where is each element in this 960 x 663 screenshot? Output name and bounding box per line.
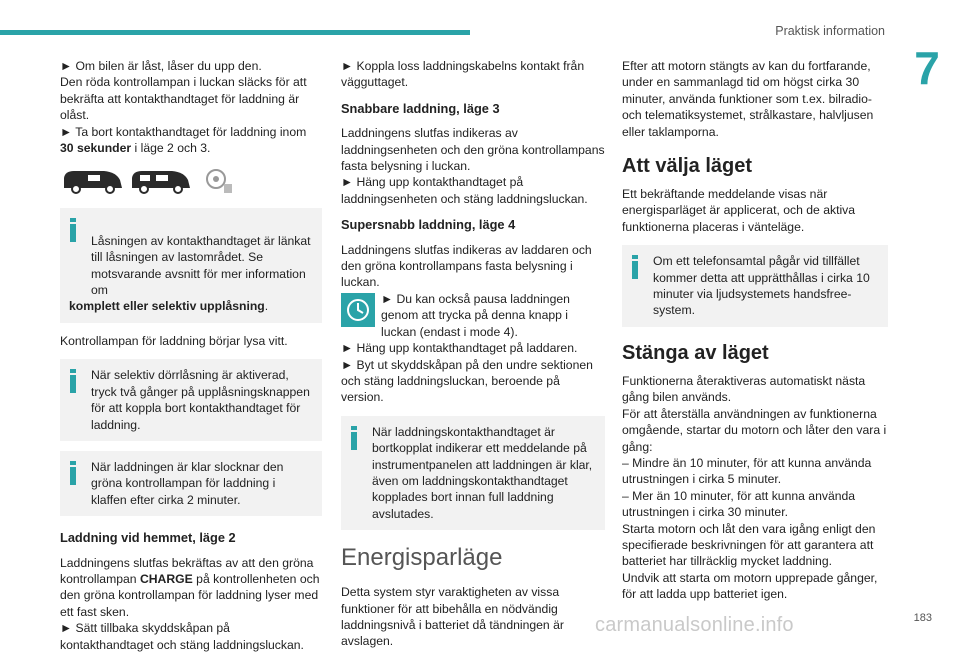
- column-3: [622, 58, 888, 613]
- info-note: När laddningen är klar slocknar den gröna kontrollampan för laddning i klaffen efter cirka 2 minuter.: [60, 451, 322, 516]
- paragraph: ► Byt ut skyddskåpan på den undre sektionen och stäng laddningsluckan, beroende på version.: [341, 357, 593, 405]
- section-heading: Supersnabb laddning, läge 4: [341, 217, 516, 233]
- pause-charge-icon: [341, 293, 375, 327]
- section-heading: Stänga av läget: [622, 341, 769, 364]
- paragraph: Laddningens slutfas indikeras av laddningsenheten och den gröna kontrollampans fasta belysning i luckan.: [341, 126, 605, 174]
- info-icon: [69, 369, 77, 393]
- paragraph: ► Häng upp kontakthandtaget på laddningsenheten och stäng laddningsluckan.: [341, 175, 588, 206]
- watermark: carmanualsonline.info: [595, 614, 794, 636]
- paragraph: Laddningens slutfas bekräftas av att den gröna kontrollampan CHARGE på kontrollenheten och den gröna kontrollampan för laddning lyser med ett fast sken.: [60, 555, 320, 619]
- section-heading: Att välja läget: [622, 155, 753, 178]
- paragraph: Starta motorn och låt den vara igång enligt den specifierade beskrivningen för att garantera att batteriet har tillräcklig mycket laddning.: [622, 521, 876, 569]
- chapter-number: 7: [914, 42, 940, 94]
- paragraph: ► Du kan också pausa laddningen genom att trycka på denna knapp i luckan (endast i mode 4).: [341, 291, 605, 340]
- paragraph: Laddningens slutfas indikeras av laddaren och den gröna kontrollampans fasta belysning i luckan.: [341, 242, 592, 290]
- paragraph: Ett bekräftande meddelande visas när energisparläget är applicerat, och de aktiva funktionerna placeras i vänteläge.: [622, 187, 856, 234]
- paragraph: För att återställa användningen av funktionerna omgående, startar du motorn och låter den vara i gång:: [622, 406, 887, 454]
- info-icon: [69, 218, 77, 242]
- paragraph: ► Om bilen är låst, låser du upp den.: [60, 59, 262, 73]
- paragraph: Den röda kontrollampan i luckan släcks för att bekräfta att kontakthandtaget för laddning är olåst.: [60, 75, 307, 123]
- paragraph: ► Ta bort kontakthandtaget för laddning inom 30 sekunder i läge 2 och 3.: [60, 124, 307, 156]
- info-note: Om ett telefonsamtal pågår vid tillfället kommer detta att upprätthållas i cirka 10 minuter via ljudsystemets handsfree-system.: [622, 245, 888, 327]
- section-title: Praktisk information: [775, 24, 885, 38]
- column-1: [60, 58, 322, 663]
- section-heading: Energisparläge: [341, 544, 503, 572]
- info-icon: [69, 461, 77, 485]
- section-heading: Laddning vid hemmet, läge 2: [60, 530, 236, 546]
- info-icon: [631, 255, 639, 279]
- van-icon: [60, 166, 240, 196]
- info-note: Låsningen av kontakthandtaget är länkat till låsningen av lastområdet. Se motsvarande avsnitt för mer information om komplett eller selektiv upplåsning.: [60, 208, 322, 322]
- paragraph: Undvik att starta om motorn upprepade gånger, för att ladda upp batteriet igen.: [622, 570, 878, 602]
- paragraph: – Mer än 10 minuter, för att kunna använda utrustningen i cirka 30 minuter.: [622, 488, 856, 520]
- header-accent-bar: [0, 30, 470, 35]
- info-note: När selektiv dörrlåsning är aktiverad, tryck två gånger på upplåsningsknappen för att koppla bort kontakthandtaget för laddning.: [60, 359, 322, 441]
- section-heading: Snabbare laddning, läge 3: [341, 100, 500, 116]
- paragraph: Detta system styr varaktigheten av vissa funktioner för att bibehålla en nödvändig laddningsnivå i batteriet då tändningen är avslagen.: [341, 585, 564, 649]
- paragraph: ► Sätt tillbaka skyddskåpan på kontakthandtaget och stäng laddningsluckan.: [60, 621, 304, 652]
- vehicle-icons: [60, 166, 322, 196]
- paragraph: Funktionerna återaktiveras automatiskt nästa gång bilen används.: [622, 373, 866, 405]
- paragraph: ► Koppla loss laddningskabelns kontakt från vägguttaget.: [341, 59, 585, 90]
- info-note: När laddningskontakthandtaget är bortkopplat indikerar ett meddelande på instrumentpanelen att laddningen är klar, även om laddningskontakthandtaget kopplades bort innan full laddning avslutades.: [341, 416, 605, 530]
- paragraph: ► Häng upp kontakthandtaget på laddaren.: [341, 341, 578, 356]
- paragraph: Kontrollampan för laddning börjar lysa vitt.: [60, 333, 288, 348]
- column-2: [341, 58, 605, 660]
- info-icon: [350, 426, 358, 450]
- paragraph: Efter att motorn stängts av kan du fortfarande, under en sammanlagd tid om högst cirka 30 minuter, använda funktioner som t.ex. bilradio- och telematiksystemet, strålkastare, halvljusen eller taklamporna.: [622, 59, 874, 139]
- page-number: 183: [913, 612, 932, 624]
- paragraph: – Mindre än 10 minuter, för att kunna använda utrustningen i cirka 5 minuter.: [622, 455, 872, 487]
